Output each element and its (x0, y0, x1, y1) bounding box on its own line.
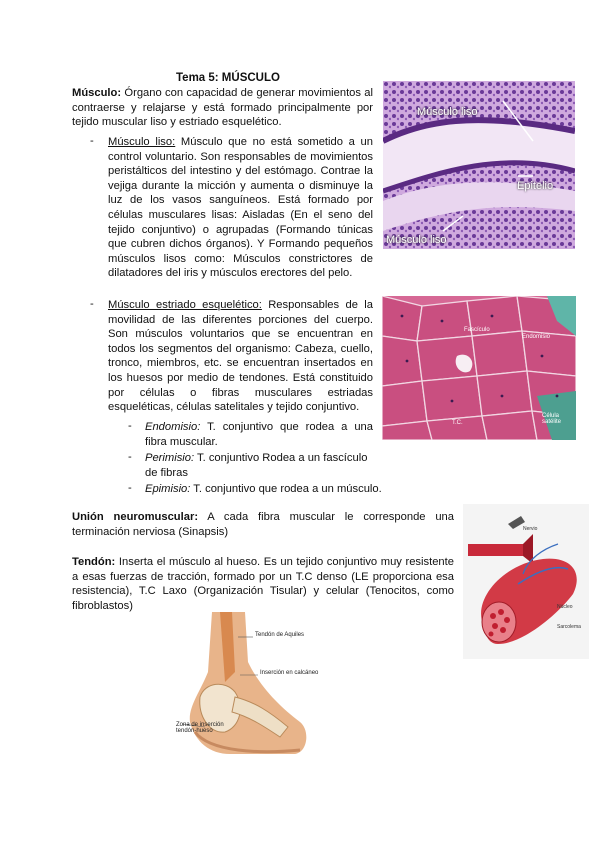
musculo-term: Músculo: (72, 87, 122, 99)
liso-text: Músculo que no está sometido a un control voluntario. Son responsables de movimientos peristálticos del intestino y del estómago. Contrae la vejiga durante la micción y aumenta o disminuye la luz de los vasos sanguíneos. Está formado por células musculares lisas: Aisladas (En el seno del tejido conjuntivo) o agrupadas (Formando túnicas que cubren dichos órganos). Y Formando pequeños músculos lisos como: Músculos constrictores de dilatadores del iris y músculos erectores del pelo. (108, 136, 374, 280)
label-nucleo: Núcleo (557, 604, 573, 610)
label-insercion-calcaneo: Inserción en calcáneo (260, 670, 319, 676)
label-zona-insercion: Zona de inserción tendón-hueso (176, 722, 224, 734)
epimisio-item (145, 482, 395, 497)
achilles-foot-image (170, 612, 335, 762)
skeletal-muscle-image (382, 296, 576, 440)
endomisio-dash: - (128, 420, 132, 432)
epimisio-term: Epimisio: (145, 483, 191, 495)
label-sarcolema: Sarcolema (557, 624, 581, 630)
smooth-muscle-image (383, 81, 575, 249)
label-celula-satelite: Célula satélite (542, 413, 562, 425)
perimisio-item (145, 451, 373, 480)
label-tc: T.C. (452, 420, 463, 426)
musculo-text: Órgano con capacidad de generar movimientos al contraerse y relajarse y está formado principalmente por tejido muscular liso y estriado esquelético. (72, 87, 373, 129)
estriado-dash: - (90, 298, 94, 310)
liso-dash: - (90, 135, 94, 147)
union-text: A cada fibra muscular le corresponde una terminación nerviosa (Sinapsis) (72, 511, 454, 538)
tendon-paragraph (72, 555, 454, 613)
union-paragraph (72, 510, 454, 539)
musculo-paragraph (72, 86, 373, 130)
endomisio-text: T. conjuntivo que rodea a una fibra muscular. (145, 421, 373, 448)
tendon-text: Inserta el músculo al hueso. Es un tejido conjuntivo muy resistente a esas fuerzas de tracción, formado por un T.C denso (LE proporciona esa resistencia), T.C Laxo (Organización Tisular) y celular (Tenocitos, como fibroblastos) (72, 556, 454, 612)
label-musculo-liso-top: Músculo liso (417, 106, 478, 118)
liso-term: Músculo liso: (108, 136, 176, 148)
muscle-fiber-image (463, 504, 589, 659)
label-fasciculo: Fascículo (464, 327, 490, 333)
perimisio-dash: - (128, 451, 132, 463)
epimisio-text: T. conjuntivo que rodea a un músculo. (190, 483, 382, 495)
label-endomisio: Endomisio (522, 334, 551, 340)
liso-paragraph (108, 135, 373, 281)
label-epitelio: Epitelio (517, 180, 554, 192)
perimisio-term: Perimisio: (145, 452, 195, 464)
label-tendon-aquiles: Tendón de Aquiles (255, 632, 305, 638)
foot-illustration (170, 612, 335, 762)
label-musculo-liso-bottom: Músculo liso (386, 234, 447, 246)
label-nervio: Nervio (523, 526, 538, 532)
estriado-text: Responsables de la movilidad de las diferentes porciones del cuerpo. Son músculos voluntarios que se encuentran en todos los segmentos del organismo: Cabeza, cuello, tronco, miembros, etc. se encuentran insertados en los huesos por medio de tendones. Está constituido por células o fibras musculares estriadas esqueléticas, células satelitales y tejido conjuntivo. (108, 299, 373, 414)
union-term: Unión neuromuscular: (72, 511, 199, 523)
estriado-term: Músculo estriado esquelético: (108, 299, 262, 311)
estriado-paragraph (108, 298, 373, 415)
page-title: Tema 5: MÚSCULO (176, 72, 280, 84)
tendon-term: Tendón: (72, 556, 116, 568)
epimisio-dash: - (128, 482, 132, 494)
endomisio-term: Endomisio: (145, 421, 201, 433)
perimisio-text: T. conjuntivo Rodea a un fascículo de fibras (145, 452, 368, 479)
smooth-muscle-illustration (383, 81, 575, 249)
endomisio-item (145, 420, 373, 449)
